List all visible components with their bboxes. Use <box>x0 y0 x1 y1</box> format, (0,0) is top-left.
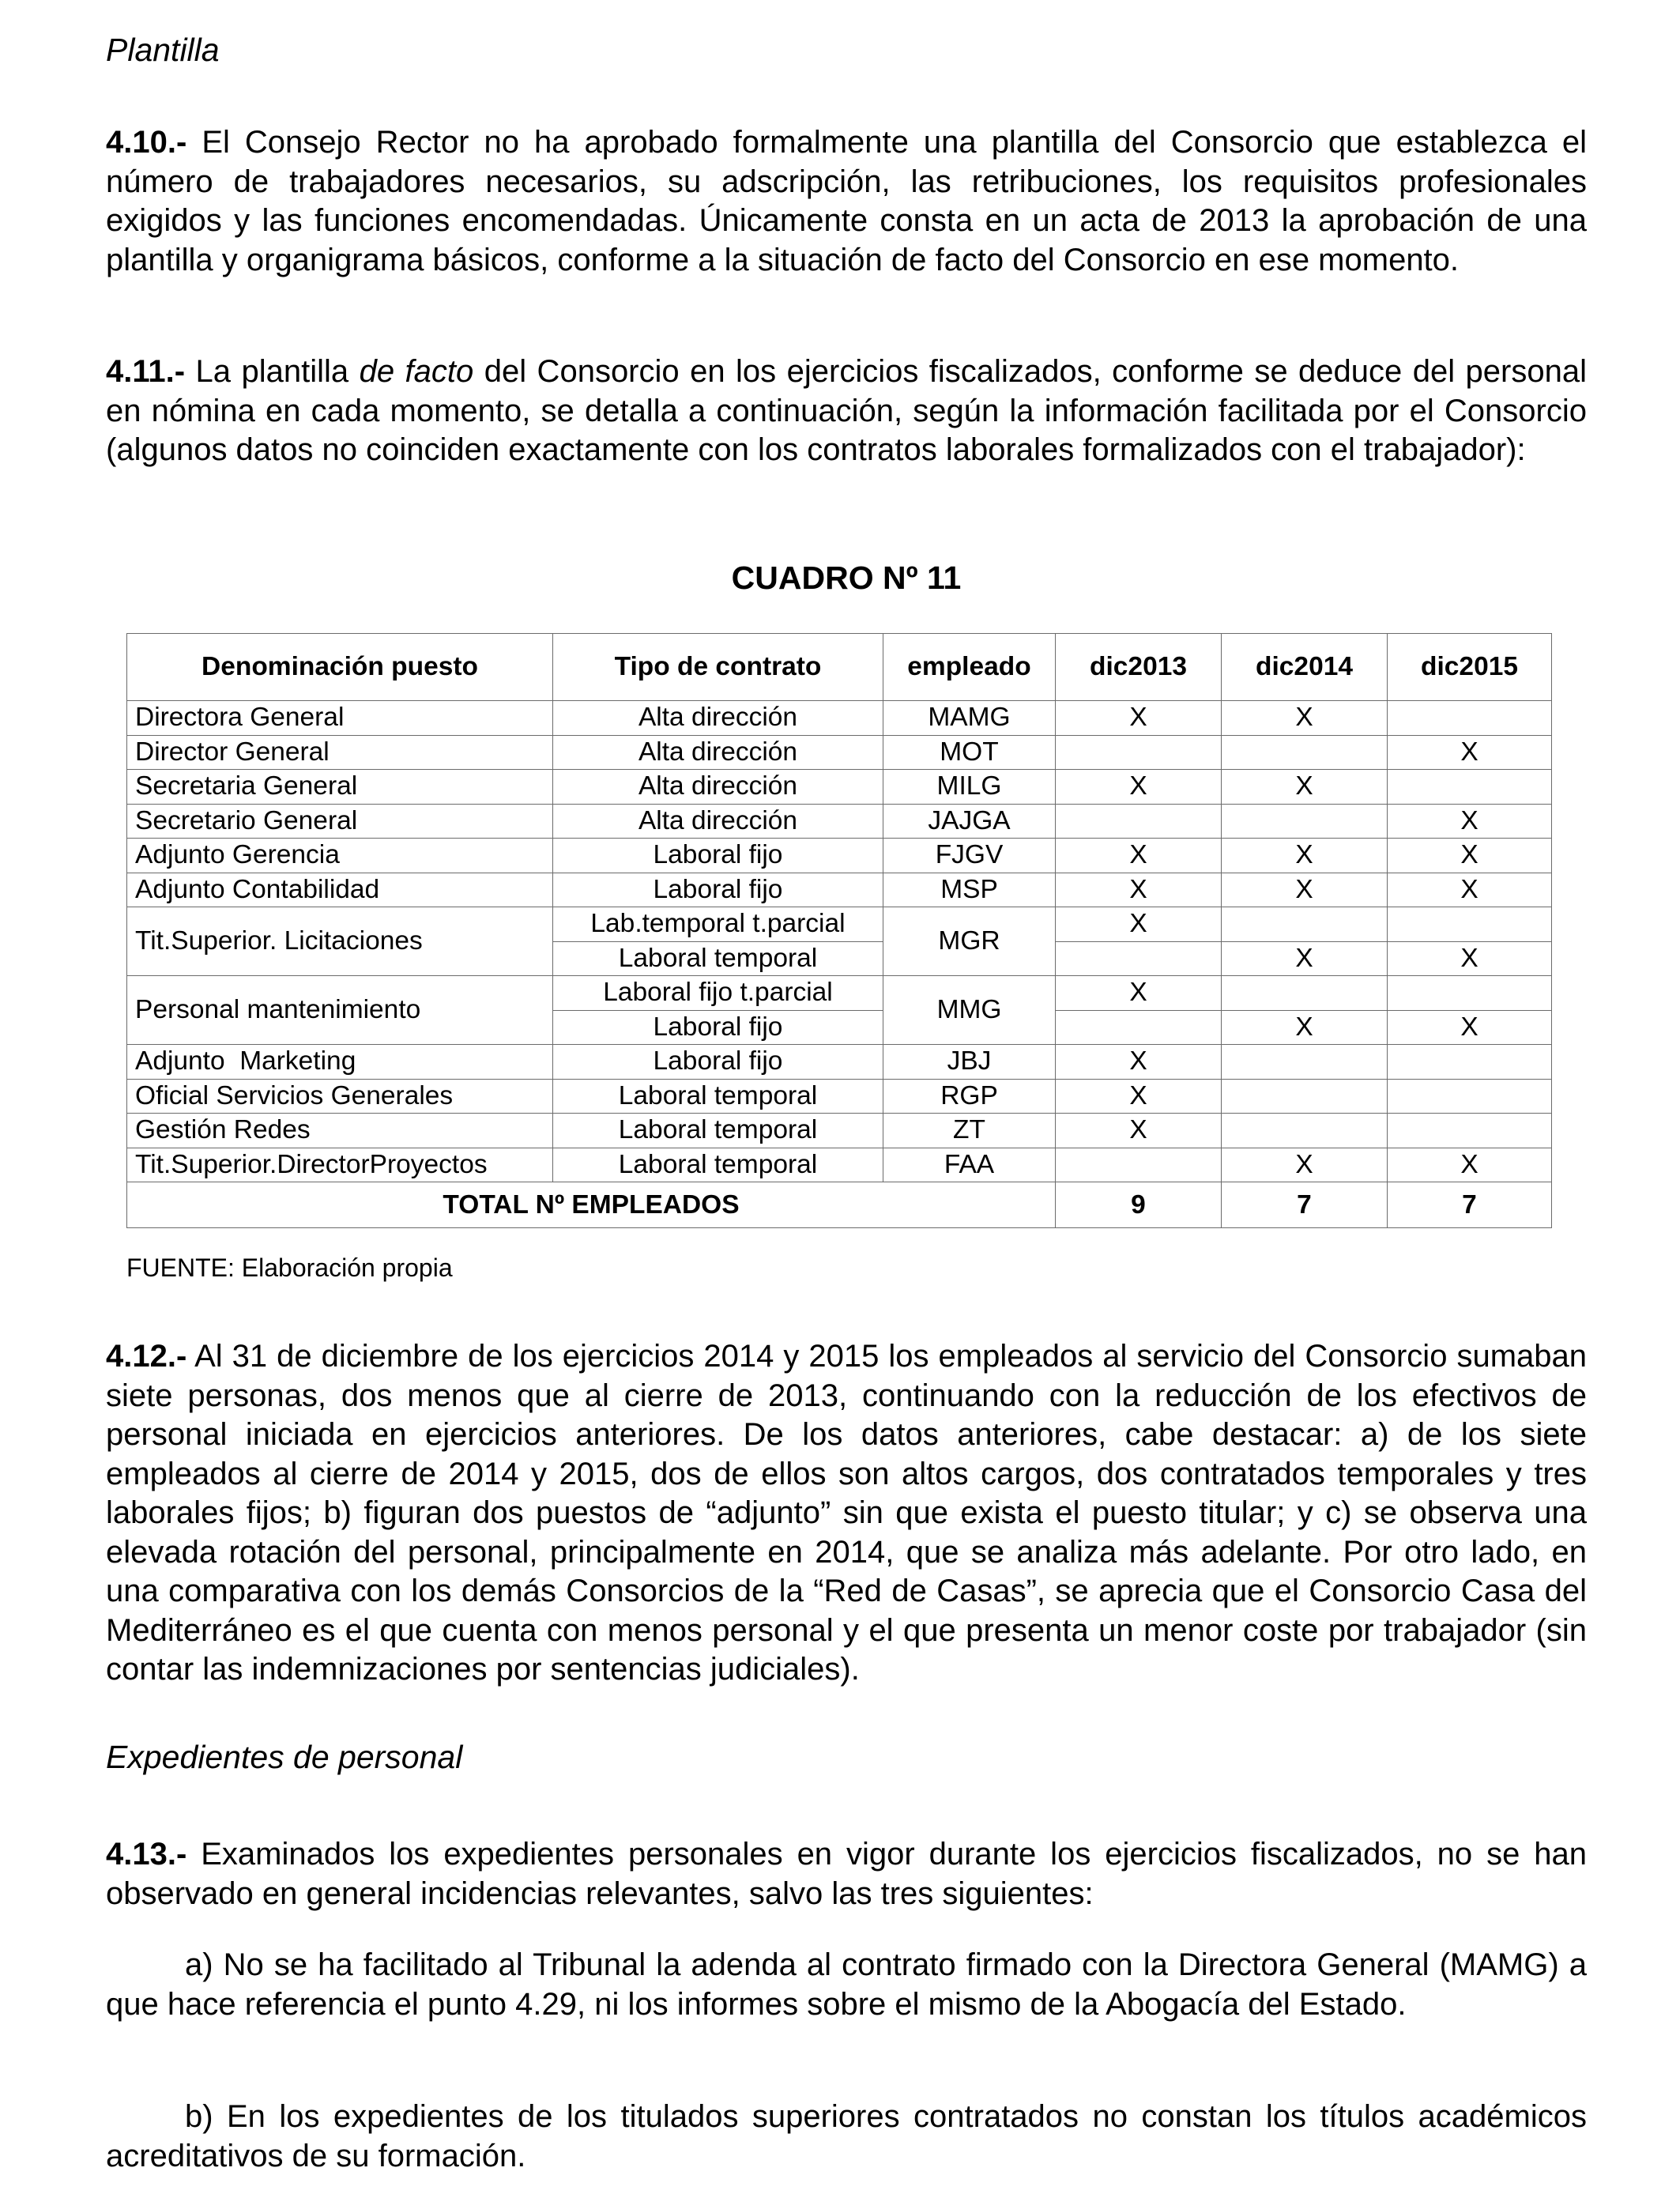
cell-dic2015 <box>1388 907 1552 942</box>
cell-dic2014: X <box>1222 941 1388 976</box>
cell-dic2014: X <box>1222 1010 1388 1045</box>
cell-puesto: Director General <box>127 735 553 770</box>
cell-contrato: Lab.temporal t.parcial <box>553 907 883 942</box>
section-heading-plantilla: Plantilla <box>106 32 220 68</box>
cell-empleado: MGR <box>883 907 1056 976</box>
cell-empleado: JBJ <box>883 1045 1056 1080</box>
cell-puesto: Tit.Superior.DirectorProyectos <box>127 1148 553 1182</box>
cell-empleado: MMG <box>883 976 1056 1045</box>
paragraph-text: Al 31 de diciembre de los ejercicios 2014 y 2015 los empleados al servicio del Consorcio sumaban siete personas, dos menos que al cierre de 2013, continuando con la reducción de los efectivos de personal iniciada en ejercicios anteriores. De los datos anteriores, cabe destacar: a) de los siete empleados al cierre de 2014 y 2015, dos de ellos son altos cargos, dos contratados temporales y tres laborales fijos; b) figuran dos puestos de “adjunto” sin que exista el puesto titular; y c) se observa una elevada rotación del personal, principalmente en 2014, que se analiza más adelante. Por otro lado, en una comparativa con los demás Consorcios de la “Red de Casas”, se aprecia que el Consorcio Casa del Mediterráneo es el que cuenta con menos personal y el que presenta un menor coste por trabajador (sin contar las indemnizaciones por sentencias judiciales). <box>106 1339 1587 1687</box>
table-row <box>127 839 1552 873</box>
cell-dic2014 <box>1222 735 1388 770</box>
column-header: dic2013 <box>1056 634 1222 701</box>
cell-puesto: Secretaria General <box>127 770 553 805</box>
paragraph-4-13 <box>106 1835 1587 1913</box>
cell-dic2014 <box>1222 1114 1388 1148</box>
paragraph-text: La plantilla <box>185 354 360 389</box>
table-row <box>127 1148 1552 1182</box>
cell-dic2013: X <box>1056 873 1222 907</box>
cell-dic2013 <box>1056 735 1222 770</box>
paragraph-4-12 <box>106 1337 1587 1690</box>
table-row <box>127 804 1552 839</box>
column-header: dic2014 <box>1222 634 1388 701</box>
table-row <box>127 1114 1552 1148</box>
table-header-row <box>127 634 1552 701</box>
cell-dic2015: X <box>1388 1148 1552 1182</box>
cell-dic2013 <box>1056 1148 1222 1182</box>
cell-dic2015 <box>1388 1114 1552 1148</box>
cell-puesto: Secretario General <box>127 804 553 839</box>
total-label: TOTAL Nº EMPLEADOS <box>127 1182 1056 1228</box>
column-header: dic2015 <box>1388 634 1552 701</box>
table-row <box>127 976 1552 1011</box>
table-row <box>127 1079 1552 1114</box>
cell-puesto: Adjunto Contabilidad <box>127 873 553 907</box>
cell-puesto: Oficial Servicios Generales <box>127 1079 553 1114</box>
paragraph-item-a: a) No se ha facilitado al Tribunal la adenda al contrato firmado con la Directora General (MAMG) a que hace referencia el punto 4.29, ni los informes sobre el mismo de la Abogacía del Estado. <box>106 1947 1587 2022</box>
paragraph-4-10 <box>106 123 1587 280</box>
cell-contrato: Laboral temporal <box>553 1114 883 1148</box>
cell-dic2015 <box>1388 1079 1552 1114</box>
cell-dic2013: X <box>1056 1079 1222 1114</box>
cell-contrato: Laboral fijo <box>553 839 883 873</box>
cell-dic2015: X <box>1388 1010 1552 1045</box>
cell-dic2013: X <box>1056 1114 1222 1148</box>
cell-empleado: ZT <box>883 1114 1056 1148</box>
paragraph-text: del Consorcio en los ejercicios fiscalizados, conforme se deduce del personal en nómina en cada momento, se detalla a continuación, según la información facilitada por el Consorcio (algunos datos no coinciden exactamente con los contratos laborales formalizados con el trabajador): <box>106 354 1587 467</box>
cell-dic2015 <box>1388 701 1552 736</box>
cell-puesto: Tit.Superior. Licitaciones <box>127 907 553 976</box>
cell-dic2015 <box>1388 976 1552 1011</box>
cell-dic2014: X <box>1222 770 1388 805</box>
table-row <box>127 907 1552 942</box>
cell-dic2014 <box>1222 1045 1388 1080</box>
cell-dic2013 <box>1056 941 1222 976</box>
cell-dic2013 <box>1056 1010 1222 1045</box>
cell-dic2014: X <box>1222 839 1388 873</box>
cell-contrato: Laboral temporal <box>553 941 883 976</box>
cell-contrato: Laboral fijo t.parcial <box>553 976 883 1011</box>
cell-contrato: Alta dirección <box>553 770 883 805</box>
cell-empleado: MAMG <box>883 701 1056 736</box>
paragraph-number: 4.13.- <box>106 1837 187 1872</box>
table-row <box>127 873 1552 907</box>
table-row <box>127 1045 1552 1080</box>
total-dic2013: 9 <box>1056 1182 1222 1228</box>
cell-dic2014: X <box>1222 1148 1388 1182</box>
cell-empleado: FJGV <box>883 839 1056 873</box>
cell-contrato: Laboral temporal <box>553 1148 883 1182</box>
section-heading-expedientes: Expedientes de personal <box>106 1739 463 1775</box>
cell-dic2013: X <box>1056 701 1222 736</box>
total-dic2014: 7 <box>1222 1182 1388 1228</box>
cell-empleado: MSP <box>883 873 1056 907</box>
table-row <box>127 735 1552 770</box>
cell-contrato: Laboral temporal <box>553 1079 883 1114</box>
cell-dic2015 <box>1388 770 1552 805</box>
cell-dic2013: X <box>1056 1045 1222 1080</box>
cell-dic2014 <box>1222 976 1388 1011</box>
cell-contrato: Laboral fijo <box>553 1045 883 1080</box>
column-header: empleado <box>883 634 1056 701</box>
table-source-note: FUENTE: Elaboración propia <box>126 1253 453 1282</box>
cell-empleado: FAA <box>883 1148 1056 1182</box>
paragraph-emphasis: de facto <box>359 354 474 389</box>
table-row <box>127 770 1552 805</box>
cell-dic2013: X <box>1056 839 1222 873</box>
cell-puesto: Personal mantenimiento <box>127 976 553 1045</box>
paragraph-text: El Consejo Rector no ha aprobado formalmente una plantilla del Consorcio que establezca el número de trabajadores necesarios, su adscripción, las retribuciones, los requisitos profesionales exigidos y las funciones encomendadas. Únicamente consta en un acta de 2013 la aprobación de una plantilla y organigrama básicos, conforme a la situación de facto del Consorcio en ese momento. <box>106 125 1587 277</box>
paragraph-number: 4.12.- <box>106 1339 187 1374</box>
cell-dic2013: X <box>1056 770 1222 805</box>
table-title: CUADRO Nº 11 <box>731 560 962 596</box>
table-total-row <box>127 1182 1552 1228</box>
cell-dic2015: X <box>1388 735 1552 770</box>
table-row <box>127 701 1552 736</box>
cell-contrato: Alta dirección <box>553 804 883 839</box>
cell-contrato: Laboral fijo <box>553 873 883 907</box>
paragraph-4-11 <box>106 352 1587 470</box>
cell-empleado: JAJGA <box>883 804 1056 839</box>
cell-puesto: Directora General <box>127 701 553 736</box>
cell-dic2015: X <box>1388 804 1552 839</box>
cell-dic2013 <box>1056 804 1222 839</box>
cell-dic2013: X <box>1056 907 1222 942</box>
paragraph-item-b: b) En los expedientes de los titulados superiores contratados no constan los títulos académicos acreditativos de su formación. <box>106 2099 1587 2173</box>
column-header: Denominación puesto <box>127 634 553 701</box>
cell-empleado: MOT <box>883 735 1056 770</box>
column-header: Tipo de contrato <box>553 634 883 701</box>
paragraph-number: 4.11.- <box>106 354 186 389</box>
total-dic2015: 7 <box>1388 1182 1552 1228</box>
cell-dic2014 <box>1222 907 1388 942</box>
cell-dic2015 <box>1388 1045 1552 1080</box>
cell-empleado: RGP <box>883 1079 1056 1114</box>
cell-dic2014 <box>1222 1079 1388 1114</box>
paragraph-number: 4.10.- <box>106 125 187 160</box>
cell-dic2014 <box>1222 804 1388 839</box>
paragraph-text: Examinados los expedientes personales en vigor durante los ejercicios fiscalizados, no se han observado en general incidencias relevantes, salvo las tres siguientes: <box>106 1837 1587 1911</box>
cell-puesto: Adjunto Marketing <box>127 1045 553 1080</box>
cell-dic2014: X <box>1222 873 1388 907</box>
cell-contrato: Laboral fijo <box>553 1010 883 1045</box>
cell-puesto: Gestión Redes <box>127 1114 553 1148</box>
cell-contrato: Alta dirección <box>553 735 883 770</box>
cell-empleado: MILG <box>883 770 1056 805</box>
cell-dic2013: X <box>1056 976 1222 1011</box>
cell-dic2015: X <box>1388 941 1552 976</box>
cell-dic2014: X <box>1222 701 1388 736</box>
cell-puesto: Adjunto Gerencia <box>127 839 553 873</box>
staff-table <box>126 633 1552 1228</box>
cell-contrato: Alta dirección <box>553 701 883 736</box>
cell-dic2015: X <box>1388 873 1552 907</box>
cell-dic2015: X <box>1388 839 1552 873</box>
